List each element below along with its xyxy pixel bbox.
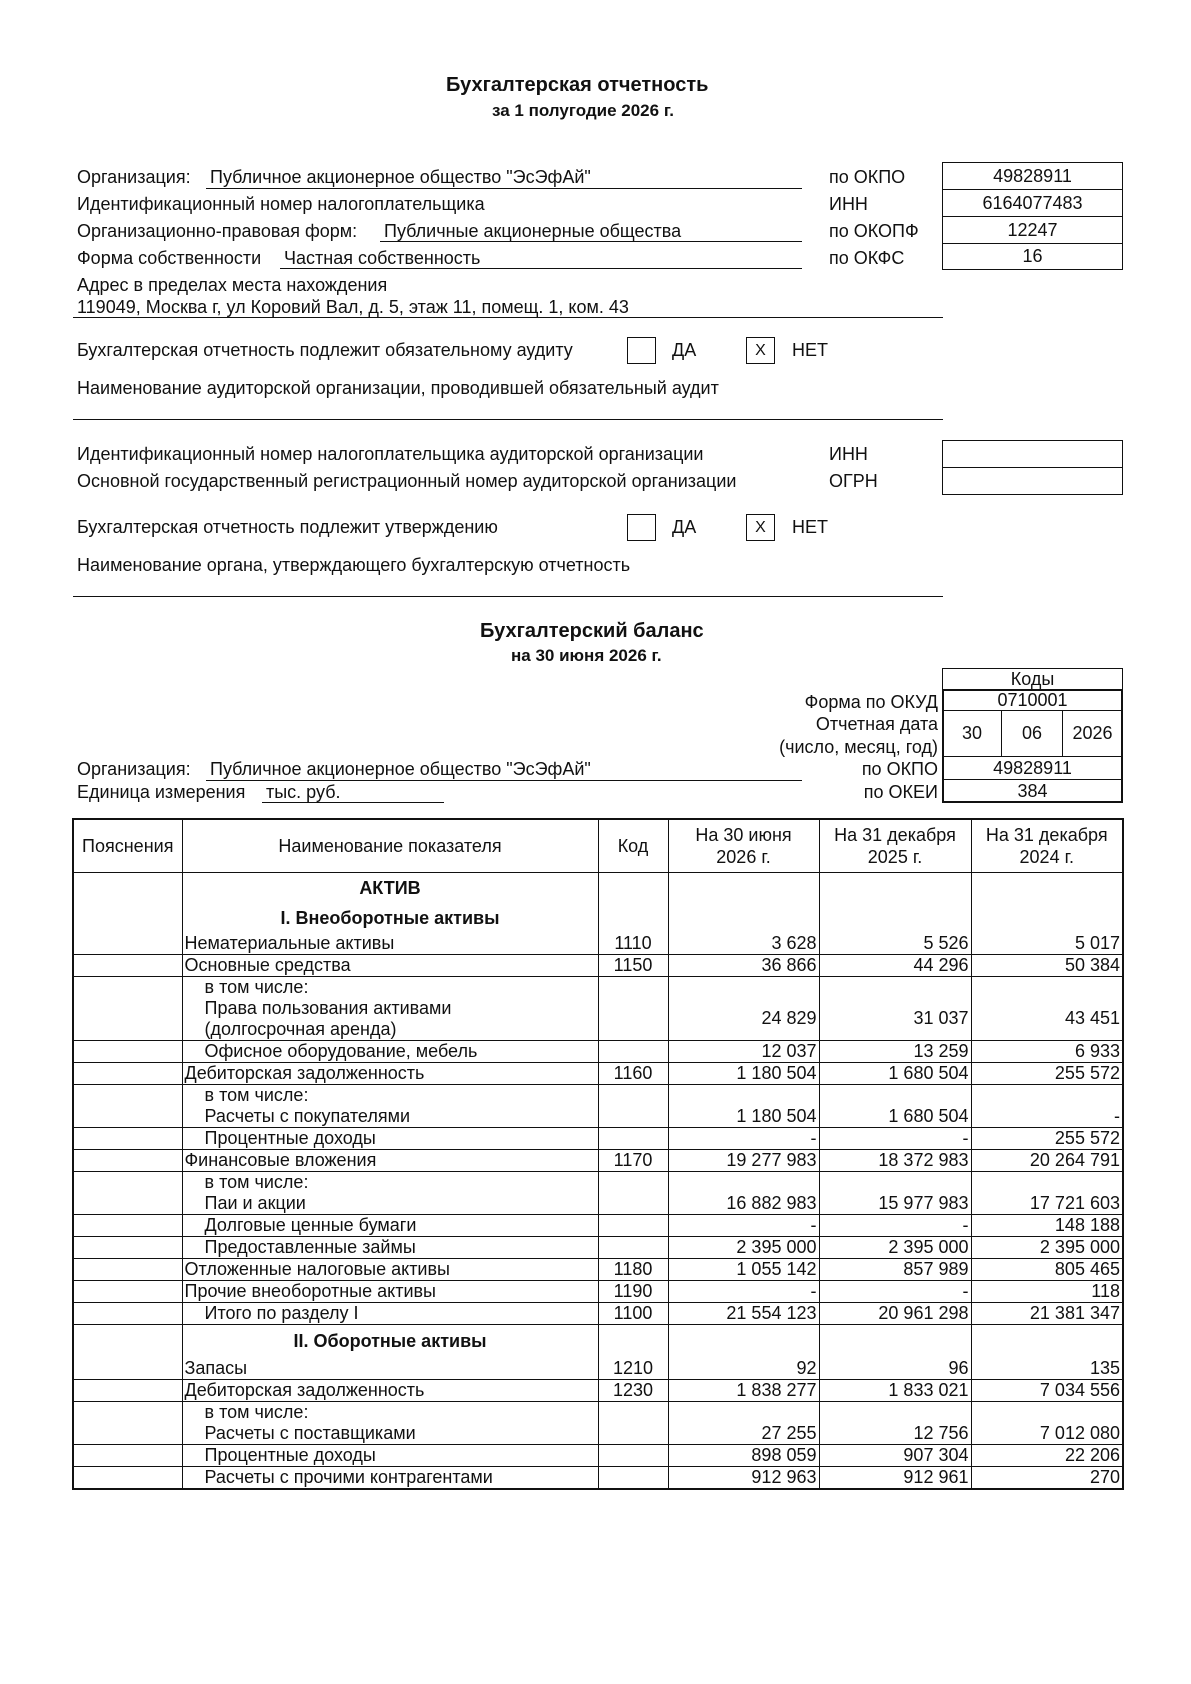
row-value-v2: 907 304 [819, 1445, 971, 1467]
auditor-name-underline [73, 419, 943, 420]
approval-yes-checkbox[interactable] [627, 514, 656, 541]
row-value-v2: 96 [819, 1358, 971, 1380]
notes-cell [73, 1280, 182, 1302]
table-row [73, 1084, 1123, 1106]
row-code [598, 976, 668, 998]
row-value-v1: - [668, 1280, 819, 1302]
row-value-v1: 898 059 [668, 1445, 819, 1467]
notes-cell [73, 1467, 182, 1490]
auditor-inn-value [942, 440, 1123, 468]
notes-cell [73, 1106, 182, 1128]
okpo-label: по ОКПО [829, 167, 906, 187]
row-code: 1160 [598, 1062, 668, 1084]
report-date-format: (число, месяц, год) [779, 737, 938, 757]
notes-cell [73, 954, 182, 976]
row-value-v3: 20 264 791 [971, 1149, 1123, 1171]
row-name [182, 1358, 598, 1380]
row-name-text-2: (долгосрочная аренда) [204, 1018, 397, 1039]
row-name-text: в том числе: [204, 1084, 309, 1105]
row-name-text: Запасы [184, 1358, 248, 1378]
notes-cell [73, 1084, 182, 1106]
row-name-text: Финансовые вложения [184, 1149, 377, 1170]
row-name-text: Расчеты с поставщиками [204, 1423, 416, 1443]
table-header-row [73, 819, 1123, 873]
notes-cell [73, 1258, 182, 1280]
section-1-heading-row [73, 905, 1123, 933]
table-row [73, 1258, 1123, 1280]
row-name [182, 1084, 598, 1106]
row-name [182, 1193, 598, 1215]
row-code [598, 1127, 668, 1149]
okfs-label: по ОКФС [829, 248, 905, 268]
row-value-v3: 43 451 [971, 998, 1123, 1041]
address-value: 119049, Москва г, ул Коровий Вал, д. 5, этаж 11, помещ. 1, ком. 43 [77, 297, 629, 317]
audit-yes-checkbox[interactable] [627, 337, 656, 364]
row-name [182, 1236, 598, 1258]
approval-question: Бухгалтерская отчетность подлежит утверждению [77, 517, 498, 537]
empty-cell [598, 905, 668, 933]
audit-question: Бухгалтерская отчетность подлежит обязательному аудиту [77, 340, 573, 360]
balance-org-underline [206, 780, 802, 781]
row-name-text: Итого по разделу I [204, 1302, 359, 1323]
row-value-v3: 148 188 [971, 1214, 1123, 1236]
balance-okpo-value: 49828911 [942, 756, 1123, 780]
report-title: Бухгалтерская отчетность [446, 74, 709, 96]
row-value-v2: - [819, 1127, 971, 1149]
row-name [182, 976, 598, 998]
row-name [182, 1062, 598, 1084]
balance-org-label: Организация: [77, 759, 191, 779]
table-row [73, 1236, 1123, 1258]
col-2025-line1: На 31 декабря [834, 825, 956, 845]
row-code [598, 1106, 668, 1128]
row-value-v2: 5 526 [819, 933, 971, 955]
table-row [73, 1127, 1123, 1149]
table-row [73, 1445, 1123, 1467]
auditor-ogrn-code-label: ОГРН [829, 471, 878, 491]
row-name [182, 1040, 598, 1062]
table-row [73, 1106, 1123, 1128]
org-value: Публичное акционерное общество "ЭсЭфАй" [210, 167, 591, 187]
empty-cell [819, 905, 971, 933]
row-value-v2: 12 756 [819, 1423, 971, 1445]
auditor-ogrn-value [942, 467, 1123, 495]
approval-yes-label: ДА [672, 517, 697, 537]
row-value-v1: 12 037 [668, 1040, 819, 1062]
balance-table [72, 818, 1124, 1490]
opf-underline [380, 241, 802, 242]
okei-value: 384 [942, 779, 1123, 803]
row-code [598, 1193, 668, 1215]
row-value-v1: 24 829 [668, 998, 819, 1041]
empty-cell [971, 905, 1123, 933]
row-value-v3: - [971, 1106, 1123, 1128]
row-code [598, 1402, 668, 1424]
approver-label: Наименование органа, утверждающего бухгалтерскую отчетность [77, 555, 631, 575]
report-date-label: Отчетная дата [815, 714, 938, 734]
row-code [598, 1084, 668, 1106]
row-value-v3: 255 572 [971, 1127, 1123, 1149]
table-row [73, 1062, 1123, 1084]
unit-underline [262, 802, 444, 803]
empty-cell [819, 1324, 971, 1358]
table-row [73, 998, 1123, 1041]
row-name [182, 933, 598, 955]
row-name-text: Прочие внеоборотные активы [184, 1280, 436, 1301]
row-value-v3: 6 933 [971, 1040, 1123, 1062]
aktiv-heading-row [73, 873, 1123, 905]
row-value-v3 [971, 1171, 1123, 1193]
empty-cell [971, 1324, 1123, 1358]
row-name-text: в том числе: [204, 1402, 309, 1422]
row-value-v1: 1 838 277 [668, 1380, 819, 1402]
col-2024-line1: На 31 декабря [985, 825, 1108, 845]
row-value-v3 [971, 1084, 1123, 1106]
empty-cell [598, 873, 668, 905]
row-value-v2 [819, 1084, 971, 1106]
row-code: 1230 [598, 1380, 668, 1402]
aktiv-heading: АКТИВ [182, 873, 598, 905]
notes-cell [73, 1040, 182, 1062]
row-name-text: Офисное оборудование, мебель [204, 1040, 478, 1061]
row-value-v1 [668, 1084, 819, 1106]
notes-cell [73, 1324, 182, 1358]
approval-no-checkbox[interactable]: X [746, 514, 775, 541]
table-row [73, 976, 1123, 998]
row-name-text: Процентные доходы [204, 1127, 376, 1148]
row-name-text: Дебиторская задолженность [184, 1062, 425, 1083]
row-name-text: Основные средства [184, 954, 351, 975]
notes-cell [73, 1127, 182, 1149]
table-row [73, 1149, 1123, 1171]
row-value-v3: 7 012 080 [971, 1423, 1123, 1445]
fs-underline [280, 268, 802, 269]
row-value-v1: 27 255 [668, 1423, 819, 1445]
row-name-text: Расчеты с покупателями [204, 1105, 411, 1126]
row-value-v1: 1 055 142 [668, 1258, 819, 1280]
row-code: 1170 [598, 1149, 668, 1171]
row-value-v2: - [819, 1280, 971, 1302]
row-value-v1: 16 882 983 [668, 1193, 819, 1215]
auditor-inn-code-label: ИНН [829, 444, 868, 464]
table-row [73, 954, 1123, 976]
okud-value: 0710001 [942, 689, 1123, 711]
table-row [73, 1358, 1123, 1380]
row-value-v1: 92 [668, 1358, 819, 1380]
row-value-v1 [668, 1402, 819, 1424]
table-row [73, 1402, 1123, 1424]
row-value-v3: 21 381 347 [971, 1302, 1123, 1324]
notes-cell [73, 873, 182, 905]
row-value-v1: 2 395 000 [668, 1236, 819, 1258]
row-name-text: Процентные доходы [204, 1445, 376, 1465]
audit-no-checkbox[interactable]: X [746, 337, 775, 364]
row-value-v3: 805 465 [971, 1258, 1123, 1280]
row-code: 1110 [598, 933, 668, 955]
balance-date: на 30 июня 2026 г. [511, 646, 662, 665]
row-value-v3: 135 [971, 1358, 1123, 1380]
okei-label: по ОКЕИ [863, 782, 938, 802]
unit-value: тыс. руб. [266, 782, 341, 802]
row-value-v2: 20 961 298 [819, 1302, 971, 1324]
row-name [182, 1280, 598, 1302]
inn-code-label: ИНН [829, 194, 868, 214]
col-2026-header [668, 819, 819, 873]
row-code [598, 1171, 668, 1193]
empty-cell [668, 905, 819, 933]
row-value-v3: 5 017 [971, 933, 1123, 955]
row-name-text: Отложенные налоговые активы [184, 1258, 450, 1279]
col-2026-line2: 2026 г. [716, 847, 771, 867]
row-value-v2: 1 680 504 [819, 1106, 971, 1128]
row-name-text: Нематериальные активы [184, 932, 395, 953]
row-name [182, 1171, 598, 1193]
inn-value: 6164077483 [942, 189, 1123, 217]
audit-no-label: НЕТ [792, 340, 828, 360]
row-value-v1: 21 554 123 [668, 1302, 819, 1324]
row-value-v3: 17 721 603 [971, 1193, 1123, 1215]
row-value-v1: 1 180 504 [668, 1062, 819, 1084]
row-value-v1: 36 866 [668, 954, 819, 976]
row-name [182, 1467, 598, 1490]
notes-cell [73, 1193, 182, 1215]
row-value-v2: - [819, 1214, 971, 1236]
report-month: 06 [1001, 710, 1063, 757]
row-code [598, 1467, 668, 1490]
opf-label: Организационно-правовая форм: [77, 221, 358, 241]
notes-cell [73, 933, 182, 955]
row-value-v2: 31 037 [819, 998, 971, 1041]
notes-cell [73, 998, 182, 1041]
row-value-v2: 13 259 [819, 1040, 971, 1062]
row-name [182, 1380, 598, 1402]
row-code [598, 1445, 668, 1467]
okopf-value: 12247 [942, 216, 1123, 244]
row-code: 1100 [598, 1302, 668, 1324]
table-row [73, 1171, 1123, 1193]
unit-label: Единица измерения [77, 782, 246, 802]
row-value-v2: 44 296 [819, 954, 971, 976]
auditor-ogrn-label: Основной государственный регистрационный номер аудиторской организации [77, 471, 737, 491]
balance-okpo-label: по ОКПО [861, 759, 938, 779]
row-name-text: в том числе: [204, 976, 309, 997]
row-name [182, 1106, 598, 1128]
notes-cell [73, 1380, 182, 1402]
row-value-v2: 1 833 021 [819, 1380, 971, 1402]
row-name [182, 954, 598, 976]
col-2025-header [819, 819, 971, 873]
row-name [182, 1149, 598, 1171]
row-value-v3: 255 572 [971, 1062, 1123, 1084]
table-row [73, 1193, 1123, 1215]
row-code [598, 1423, 668, 1445]
notes-cell [73, 1236, 182, 1258]
notes-cell [73, 1445, 182, 1467]
row-value-v2 [819, 976, 971, 998]
section-1-heading: I. Внеоборотные активы [182, 905, 598, 933]
row-value-v1: 19 277 983 [668, 1149, 819, 1171]
row-code [598, 1214, 668, 1236]
notes-cell [73, 976, 182, 998]
row-value-v1: 912 963 [668, 1467, 819, 1490]
row-name [182, 1258, 598, 1280]
codes-header: Коды [942, 668, 1123, 690]
org-label: Организация: [77, 167, 191, 187]
row-code: 1150 [598, 954, 668, 976]
row-name-text: Дебиторская задолженность [184, 1380, 425, 1400]
row-name-text: Долговые ценные бумаги [204, 1214, 417, 1235]
okud-label: Форма по ОКУД [804, 692, 938, 712]
auditor-name-label: Наименование аудиторской организации, проводившей обязательный аудит [77, 378, 719, 398]
row-value-v3: 270 [971, 1467, 1123, 1490]
col-2025-line2: 2025 г. [867, 847, 923, 867]
empty-cell [668, 873, 819, 905]
notes-cell [73, 1302, 182, 1324]
row-value-v2: 18 372 983 [819, 1149, 971, 1171]
row-value-v3: 22 206 [971, 1445, 1123, 1467]
row-value-v1: 1 180 504 [668, 1106, 819, 1128]
col-2024-line2: 2024 г. [1019, 847, 1074, 867]
balance-title: Бухгалтерский баланс [480, 620, 704, 642]
auditor-inn-label: Идентификационный номер налогоплательщика аудиторской организации [77, 444, 704, 464]
table-row [73, 933, 1123, 955]
row-code [598, 1236, 668, 1258]
row-code: 1210 [598, 1358, 668, 1380]
notes-cell [73, 1062, 182, 1084]
table-row [73, 1302, 1123, 1324]
row-value-v2: 1 680 504 [819, 1062, 971, 1084]
row-code: 1190 [598, 1280, 668, 1302]
report-period: за 1 полугодие 2026 г. [492, 101, 674, 120]
row-value-v1: - [668, 1214, 819, 1236]
row-value-v1: - [668, 1127, 819, 1149]
col-code-header: Код [598, 819, 668, 873]
fs-value: Частная собственность [284, 248, 481, 268]
col-2024-header [971, 819, 1123, 873]
row-value-v1 [668, 976, 819, 998]
row-name [182, 1402, 598, 1424]
inn-label: Идентификационный номер налогоплательщика [77, 194, 485, 214]
empty-cell [971, 873, 1123, 905]
row-name [182, 1214, 598, 1236]
address-underline [73, 317, 943, 318]
col-2026-line1: На 30 июня [695, 825, 792, 845]
fs-label: Форма собственности [77, 248, 262, 268]
section-2-heading-row [73, 1324, 1123, 1358]
row-name [182, 1302, 598, 1324]
row-name-text: Права пользования активами [204, 997, 452, 1018]
col-name-header: Наименование показателя [182, 819, 598, 873]
row-value-v3: 50 384 [971, 954, 1123, 976]
address-label: Адрес в пределах места нахождения [77, 275, 388, 295]
approval-no-label: НЕТ [792, 517, 828, 537]
table-row [73, 1214, 1123, 1236]
row-value-v2 [819, 1402, 971, 1424]
balance-org-value: Публичное акционерное общество "ЭсЭфАй" [210, 759, 591, 779]
approver-underline [73, 596, 943, 597]
row-value-v2: 912 961 [819, 1467, 971, 1490]
report-year: 2026 [1062, 710, 1123, 757]
notes-cell [73, 1358, 182, 1380]
notes-cell [73, 1214, 182, 1236]
okpo-value: 49828911 [942, 162, 1123, 190]
row-name [182, 1445, 598, 1467]
row-name [182, 1423, 598, 1445]
row-name [182, 998, 598, 1041]
notes-cell [73, 1423, 182, 1445]
row-value-v3: 2 395 000 [971, 1236, 1123, 1258]
empty-cell [819, 873, 971, 905]
row-value-v1: 3 628 [668, 933, 819, 955]
notes-cell [73, 905, 182, 933]
notes-cell [73, 1171, 182, 1193]
row-value-v3 [971, 1402, 1123, 1424]
notes-cell [73, 1149, 182, 1171]
row-name-text: Паи и акции [204, 1192, 306, 1213]
empty-cell [598, 1324, 668, 1358]
table-row [73, 1467, 1123, 1490]
section-2-heading: II. Оборотные активы [182, 1324, 598, 1358]
row-value-v3 [971, 976, 1123, 998]
row-value-v1 [668, 1171, 819, 1193]
row-value-v2 [819, 1171, 971, 1193]
row-value-v2: 15 977 983 [819, 1193, 971, 1215]
row-name [182, 1127, 598, 1149]
row-code [598, 1040, 668, 1062]
report-day: 30 [942, 710, 1002, 757]
okopf-label: по ОКОПФ [829, 221, 919, 241]
row-name-text: Предоставленные займы [204, 1236, 416, 1257]
table-row [73, 1040, 1123, 1062]
empty-cell [668, 1324, 819, 1358]
row-code: 1180 [598, 1258, 668, 1280]
opf-value: Публичные акционерные общества [384, 221, 682, 241]
row-name-text: Расчеты с прочими контрагентами [204, 1467, 493, 1487]
table-row [73, 1280, 1123, 1302]
org-underline [206, 188, 802, 189]
row-value-v3: 7 034 556 [971, 1380, 1123, 1402]
row-value-v2: 2 395 000 [819, 1236, 971, 1258]
okfs-value: 16 [942, 243, 1123, 270]
table-row [73, 1423, 1123, 1445]
audit-yes-label: ДА [672, 340, 697, 360]
row-code [598, 998, 668, 1041]
notes-cell [73, 1402, 182, 1424]
row-value-v3: 118 [971, 1280, 1123, 1302]
row-name-text: в том числе: [204, 1171, 309, 1192]
table-row [73, 1380, 1123, 1402]
col-notes-header: Пояснения [73, 819, 182, 873]
row-value-v2: 857 989 [819, 1258, 971, 1280]
